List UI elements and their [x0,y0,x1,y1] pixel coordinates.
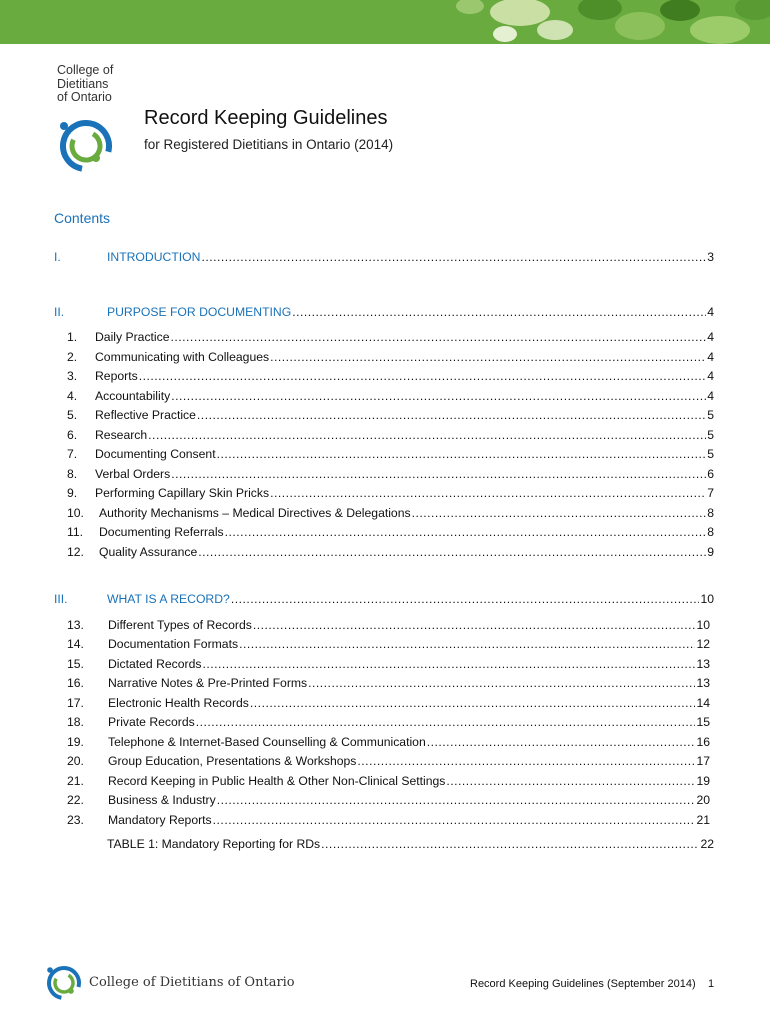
item-number: 18. [67,715,84,729]
leader-dots [225,525,707,539]
item-number: 11. [67,525,84,539]
item-label: Documentation Formats [108,637,239,651]
item-label: Different Types of Records [108,617,252,632]
toc-section-iii[interactable] [54,592,714,606]
page-number: 4 [707,349,714,364]
leader-dots [231,592,700,606]
leader-dots [171,467,706,481]
page-number: 4 [707,305,714,319]
leader-dots [412,506,707,520]
toc-item[interactable] [67,467,714,481]
section-numeral: II. [54,305,65,319]
toc-item[interactable] [67,696,710,710]
leader-dots [202,657,695,671]
toc-item[interactable] [67,637,710,651]
toc-item[interactable] [67,793,710,807]
leader-dots [213,813,696,827]
item-label: Group Education, Presentations & Workshops [108,754,357,768]
org-name-line-3: of Ontario [57,90,112,104]
item-number: 13. [67,617,84,632]
leader-dots [427,735,696,749]
section-numeral: III. [54,592,68,606]
document-title: Record Keeping Guidelines [144,107,388,129]
item-number: 3. [67,369,78,383]
item-number: 20. [67,754,84,768]
leader-dots [270,486,706,500]
item-number: 9. [67,486,78,500]
item-number: 7. [67,447,78,461]
org-name-line-1: College of [57,63,114,77]
item-number: 4. [67,388,78,403]
page-number: 10 [696,617,710,632]
page-number: 16 [696,734,710,749]
item-number: 5. [67,408,78,422]
leader-dots [321,837,699,851]
toc-item[interactable] [67,506,714,520]
toc-item[interactable] [67,735,710,749]
toc-section-ii[interactable] [54,305,714,319]
toc-item[interactable] [67,525,714,539]
item-number: 6. [67,427,78,442]
document-subtitle: for Registered Dietitians in Ontario (2014) [144,137,394,152]
leader-dots [270,350,706,364]
item-label: Daily Practice [95,330,170,344]
toc-table-entry[interactable] [107,837,714,851]
item-label: Documenting Consent [95,447,216,461]
item-number: 2. [67,349,78,364]
toc-item[interactable] [67,754,710,768]
org-name-line-2: Dietitians [57,76,109,91]
page-number: 12 [696,637,710,651]
item-label: Mandatory Reports [108,812,212,827]
toc-item[interactable] [67,676,710,690]
leader-dots [292,305,706,319]
footer-doc-label: Record Keeping Guidelines (September 2014) [470,978,696,990]
item-number: 14. [67,637,84,651]
table-entry-label: TABLE 1: Mandatory Reporting for RDs [107,837,321,851]
leader-dots [196,715,696,729]
item-label: Reports [95,369,138,383]
page-number: 20 [696,793,710,807]
page-number: 19 [696,773,710,788]
toc-item[interactable] [67,813,710,827]
footer-page-number: 1 [708,978,715,990]
toc-item[interactable] [67,657,710,671]
section-numeral: I. [54,250,61,264]
item-number: 8. [67,466,78,481]
item-label: Dictated Records [108,656,202,671]
page-number: 13 [696,676,710,690]
page-number: 8 [707,525,714,539]
page-number: 10 [700,592,714,606]
page-number: 13 [696,656,710,671]
page-number: 5 [707,447,714,461]
leader-dots [171,330,707,344]
leader-dots [239,637,695,651]
page-number: 4 [707,388,714,403]
section-label: WHAT IS A RECORD? [107,592,230,606]
leader-dots [197,408,706,422]
item-number: 17. [67,695,84,710]
toc-item[interactable] [67,428,714,442]
leader-dots [308,676,695,690]
leader-dots [148,428,706,442]
toc-item[interactable] [67,486,714,500]
section-label: PURPOSE FOR DOCUMENTING [107,305,292,319]
leader-dots [250,696,696,710]
leader-dots [198,545,706,559]
toc-item[interactable] [67,389,714,403]
item-label: Quality Assurance [99,544,198,559]
page-number: 7 [707,486,714,500]
page-number: 21 [696,812,710,827]
item-number: 15. [67,656,84,671]
toc-item[interactable] [67,545,714,559]
item-label: Communicating with Colleagues [95,349,270,364]
item-label: Narrative Notes & Pre-Printed Forms [108,676,308,690]
toc-item[interactable] [67,408,714,422]
footer-org-name: College of Dietitians of Ontario [89,975,295,990]
item-label: Electronic Health Records [108,695,249,710]
item-label: Accountability [95,388,171,403]
page-number: 5 [707,408,714,422]
item-label: Private Records [108,715,195,729]
item-label: Performing Capillary Skin Pricks [95,486,270,500]
item-number: 23. [67,812,84,827]
leader-dots [446,774,695,788]
toc-item[interactable] [67,618,710,632]
page-number: 22 [700,837,714,851]
page-number: 6 [707,466,714,481]
toc-item[interactable] [67,350,714,364]
leader-dots [217,447,707,461]
item-number: 21. [67,773,84,788]
leader-dots [253,618,696,632]
leader-dots [171,389,706,403]
leader-dots [217,793,696,807]
page-number: 8 [707,505,714,520]
item-number: 22. [67,793,84,807]
item-label: Business & Industry [108,793,216,807]
leader-dots [357,754,695,768]
page-number: 3 [707,250,714,264]
toc-item[interactable] [67,330,714,344]
page-number: 14 [696,695,710,710]
page-number: 4 [707,330,714,344]
page-number: 17 [696,754,710,768]
item-label: Telephone & Internet-Based Counselling & Communication [108,734,426,749]
toc-item[interactable] [67,447,714,461]
item-label: Authority Mechanisms – Medical Directives & Delegations [99,505,411,520]
toc-item[interactable] [67,715,710,729]
page-number: 5 [707,427,714,442]
section-label: INTRODUCTION [107,250,201,264]
page-number: 4 [707,369,714,383]
toc-item[interactable] [67,774,710,788]
page-number: 15 [696,715,710,729]
contents-heading: Contents [54,210,111,226]
item-label: Record Keeping in Public Health & Other Non-Clinical Settings [108,773,446,788]
page-number: 9 [707,544,714,559]
item-number: 16. [67,676,84,690]
item-number: 1. [67,330,78,344]
leader-dots [139,369,707,383]
item-label: Research [95,427,148,442]
item-number: 19. [67,734,84,749]
item-label: Verbal Orders [95,466,171,481]
item-number: 10. [67,505,84,520]
item-label: Documenting Referrals [99,525,224,539]
leader-dots [201,250,706,264]
item-number: 12. [67,544,84,559]
toc-item[interactable] [67,369,714,383]
footer-logo-icon [44,962,84,1002]
toc-section-i[interactable] [54,250,714,264]
item-label: Reflective Practice [95,408,196,422]
